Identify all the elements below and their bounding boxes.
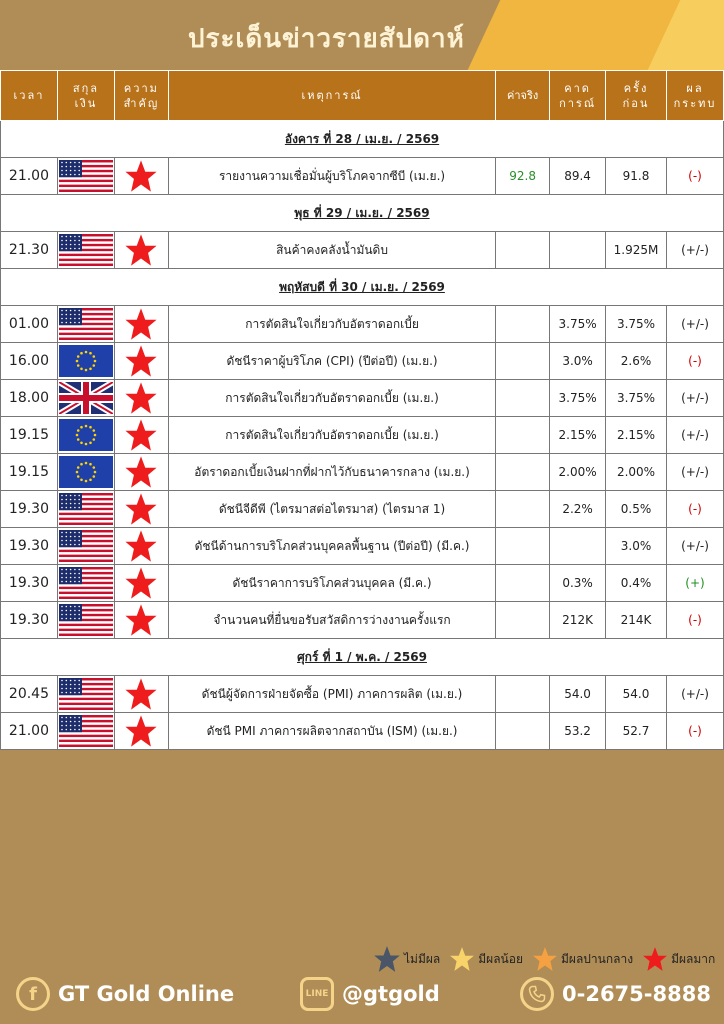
actual-value [496,676,550,713]
flag-eu-icon [59,345,113,377]
event-name: อัตราดอกเบี้ยเงินฝากที่ฝากไว้กับธนาคารกลาง (เม.ย.) [168,454,495,491]
event-time: 21.30 [1,232,58,269]
event-time: 21.00 [1,158,58,195]
actual-value [496,602,550,639]
importance-star [114,232,168,269]
currency-flag [57,306,114,343]
importance-star [114,380,168,417]
table-row [1,343,724,380]
flag-uk-icon [59,382,113,414]
forecast-value: 2.00% [550,454,606,491]
importance-star [114,676,168,713]
star-icon [641,946,669,972]
actual-value: 92.8 [496,158,550,195]
impact-legend [372,944,721,974]
table-row [1,565,724,602]
event-name: จำนวนคนที่ยื่นขอรับสวัสดิการว่างงานครั้งแรก [168,602,495,639]
star-icon [115,307,168,341]
economic-calendar-table [0,70,724,750]
date-label: อังคาร ที่ 28 / เม.ย. / 2569 [1,121,724,158]
impact-value: (+/-) [667,232,724,269]
event-time: 18.00 [1,380,58,417]
impact-value: (+/-) [667,380,724,417]
importance-star [114,528,168,565]
footer [0,972,724,1016]
forecast-value [550,528,606,565]
actual-value [496,232,550,269]
table-row [1,380,724,417]
flag-us-icon [59,567,113,599]
currency-flag [57,676,114,713]
impact-value: (+/-) [667,676,724,713]
actual-value [496,343,550,380]
forecast-value: 53.2 [550,713,606,750]
actual-value [496,417,550,454]
event-name: ดัชนีด้านการบริโภคส่วนบุคคลพื้นฐาน (ปีต่อปี) (มี.ค.) [168,528,495,565]
forecast-value: 2.2% [550,491,606,528]
currency-flag [57,158,114,195]
phone-icon [520,977,554,1011]
actual-value [496,565,550,602]
impact-value: (-) [667,343,724,380]
importance-star [114,417,168,454]
impact-value: (-) [667,491,724,528]
star-icon [115,677,168,711]
previous-value: 214K [606,602,667,639]
date-row [1,639,724,676]
legend-none-label: ไม่มีผล [404,951,441,966]
currency-flag [57,491,114,528]
header-impact: ผล กระทบ [667,71,724,121]
currency-flag [57,343,114,380]
actual-value [496,306,550,343]
forecast-value [550,232,606,269]
importance-star [114,602,168,639]
previous-value: 3.75% [606,380,667,417]
star-icon [448,946,476,972]
star-icon [115,418,168,452]
date-row [1,195,724,232]
header-banner [0,0,724,70]
importance-star [114,491,168,528]
star-icon [115,455,168,489]
star-icon [372,945,402,973]
star-icon [115,714,168,748]
date-row [1,269,724,306]
currency-flag [57,528,114,565]
event-name: ดัชนี PMI ภาคการผลิตจากสถาบัน (ISM) (เม.ย.) [168,713,495,750]
table-row [1,158,724,195]
header-forecast: คาด การณ์ [550,71,606,121]
legend-medium-label: มีผลปานกลาง [561,951,634,966]
forecast-value: 3.75% [550,380,606,417]
previous-value: 52.7 [606,713,667,750]
previous-value: 2.00% [606,454,667,491]
previous-value: 0.4% [606,565,667,602]
table-row [1,232,724,269]
actual-value [496,380,550,417]
facebook-label: GT Gold Online [58,982,235,1006]
currency-flag [57,713,114,750]
flag-eu-icon [59,456,113,488]
table-row [1,306,724,343]
line-link[interactable] [300,977,440,1011]
previous-value: 2.15% [606,417,667,454]
date-label: พฤหัสบดี ที่ 30 / เม.ย. / 2569 [1,269,724,306]
flag-us-icon [59,604,113,636]
actual-value [496,713,550,750]
actual-value [496,454,550,491]
impact-value: (+/-) [667,417,724,454]
flag-us-icon [59,715,113,747]
header-event: เหตุการณ์ [168,71,495,121]
event-time: 01.00 [1,306,58,343]
impact-value: (+) [667,565,724,602]
currency-flag [57,602,114,639]
importance-star [114,343,168,380]
event-time: 19.30 [1,565,58,602]
forecast-value: 54.0 [550,676,606,713]
forecast-value: 2.15% [550,417,606,454]
star-icon [115,233,168,267]
impact-value: (+/-) [667,528,724,565]
page-title: ประเด็นข่าวรายสัปดาห์ [188,24,465,54]
flag-us-icon [59,530,113,562]
star-icon [115,159,168,193]
line-icon: LINE [300,977,334,1011]
header-importance: ความ สำคัญ [114,71,168,121]
actual-value [496,491,550,528]
star-icon [115,344,168,378]
importance-star [114,454,168,491]
star-icon [115,529,168,563]
previous-value: 54.0 [606,676,667,713]
actual-value [496,528,550,565]
star-icon [115,566,168,600]
flag-us-icon [59,308,113,340]
event-name: ดัชนีราคาการบริโภคส่วนบุคคล (มี.ค.) [168,565,495,602]
currency-flag [57,565,114,602]
currency-flag [57,380,114,417]
table-row [1,676,724,713]
table-row [1,528,724,565]
line-label: @gtgold [342,982,440,1006]
event-name: ดัชนีจีดีพี (ไตรมาสต่อไตรมาส) (ไตรมาส 1) [168,491,495,528]
event-name: ดัชนีผู้จัดการฝ่ายจัดซื้อ (PMI) ภาคการผลิต (เม.ย.) [168,676,495,713]
star-icon [531,946,559,972]
forecast-value: 0.3% [550,565,606,602]
previous-value: 0.5% [606,491,667,528]
header-actual: ค่าจริง [496,71,550,121]
event-time: 19.30 [1,528,58,565]
impact-value: (+/-) [667,454,724,491]
star-icon [115,492,168,526]
event-time: 16.00 [1,343,58,380]
event-name: รายงานความเชื่อมั่นผู้บริโภคจากซีบี (เม.ย.) [168,158,495,195]
legend-low-label: มีผลน้อย [478,951,523,966]
event-name: สินค้าคงคลังน้ำมันดิบ [168,232,495,269]
forecast-value: 3.75% [550,306,606,343]
flag-us-icon [59,160,113,192]
flag-eu-icon [59,419,113,451]
forecast-value: 89.4 [550,158,606,195]
table-row [1,602,724,639]
previous-value: 1.925M [606,232,667,269]
table-header-row [1,71,724,121]
flag-us-icon [59,678,113,710]
event-name: ดัชนีราคาผู้บริโภค (CPI) (ปีต่อปี) (เม.ย.) [168,343,495,380]
table-row [1,713,724,750]
event-time: 19.15 [1,454,58,491]
currency-flag [57,454,114,491]
date-row [1,121,724,158]
legend-high-label: มีผลมาก [671,951,716,966]
previous-value: 3.75% [606,306,667,343]
impact-value: (-) [667,602,724,639]
phone-link[interactable] [520,977,711,1011]
event-name: การตัดสินใจเกี่ยวกับอัตราดอกเบี้ย (เม.ย.) [168,380,495,417]
table-row [1,491,724,528]
event-time: 19.15 [1,417,58,454]
event-time: 19.30 [1,602,58,639]
importance-star [114,158,168,195]
currency-flag [57,232,114,269]
previous-value: 91.8 [606,158,667,195]
previous-value: 3.0% [606,528,667,565]
header-time: เวลา [1,71,58,121]
header-previous: ครั้ง ก่อน [606,71,667,121]
event-time: 19.30 [1,491,58,528]
table-row [1,417,724,454]
impact-value: (-) [667,158,724,195]
header-currency: สกุล เงิน [57,71,114,121]
phone-label: 0-2675-8888 [562,982,711,1006]
impact-value: (-) [667,713,724,750]
flag-us-icon [59,493,113,525]
event-name: การตัดสินใจเกี่ยวกับอัตราดอกเบี้ย (เม.ย.) [168,417,495,454]
flag-us-icon [59,234,113,266]
importance-star [114,565,168,602]
impact-value: (+/-) [667,306,724,343]
facebook-link[interactable] [16,977,234,1011]
forecast-value: 212K [550,602,606,639]
forecast-value: 3.0% [550,343,606,380]
facebook-icon: f [16,977,50,1011]
star-icon [115,603,168,637]
event-time: 20.45 [1,676,58,713]
importance-star [114,306,168,343]
currency-flag [57,417,114,454]
event-name: การตัดสินใจเกี่ยวกับอัตราดอกเบี้ย [168,306,495,343]
date-label: ศุกร์ ที่ 1 / พ.ค. / 2569 [1,639,724,676]
importance-star [114,713,168,750]
event-time: 21.00 [1,713,58,750]
table-row [1,454,724,491]
previous-value: 2.6% [606,343,667,380]
star-icon [115,381,168,415]
date-label: พุธ ที่ 29 / เม.ย. / 2569 [1,195,724,232]
